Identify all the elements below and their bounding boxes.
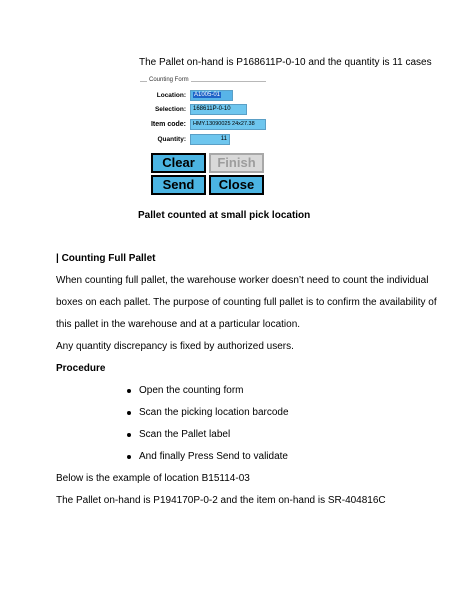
- procedure-step: Scan the picking location barcode: [139, 407, 289, 418]
- quantity-field[interactable]: 11: [190, 134, 230, 145]
- send-button[interactable]: Send: [151, 175, 206, 195]
- location-label: Location:: [156, 92, 186, 99]
- counting-form: [140, 74, 268, 197]
- item-code-label: Item code:: [150, 121, 186, 128]
- clear-button[interactable]: Clear: [151, 153, 206, 173]
- procedure-step: Scan the Pallet label: [139, 429, 231, 440]
- procedure-step: Open the counting form: [139, 385, 244, 396]
- figure-caption: Pallet counted at small pick location: [138, 210, 311, 221]
- example-line: Below is the example of location B15114-03: [56, 473, 250, 484]
- procedure-step: And finally Press Send to validate: [139, 451, 288, 462]
- paragraph-line: Any quantity discrepancy is fixed by authorized users.: [56, 341, 294, 352]
- paragraph-line: boxes on each pallet. The purpose of counting full pallet is to confirm the availability of: [56, 297, 437, 308]
- location-field[interactable]: [190, 90, 233, 101]
- bullet-icon: [127, 433, 131, 437]
- bullet-icon: [127, 455, 131, 459]
- paragraph-line: When counting full pallet, the warehouse worker doesn’t need to count the individual: [56, 275, 429, 286]
- finish-button[interactable]: Finish: [209, 153, 264, 173]
- item-code-field[interactable]: HMY.13090025 24x27.38: [190, 119, 266, 130]
- paragraph-line: this pallet in the warehouse and at a particular location.: [56, 319, 301, 330]
- location-value: A1005-01: [194, 92, 221, 98]
- quantity-label: Quantity:: [157, 136, 186, 143]
- bullet-icon: [127, 411, 131, 415]
- form-legend: Counting Form: [149, 77, 189, 83]
- bullet-icon: [127, 389, 131, 393]
- procedure-heading: Procedure: [56, 363, 106, 374]
- selection-field[interactable]: 168611P-0-10: [190, 104, 247, 115]
- intro-line: The Pallet on-hand is P168611P-0-10 and the quantity is 11 cases: [139, 57, 432, 68]
- close-button[interactable]: Close: [209, 175, 264, 195]
- section-heading: | Counting Full Pallet: [56, 253, 156, 264]
- selection-label: Selection:: [154, 106, 186, 113]
- final-line: The Pallet on-hand is P194170P-0-2 and the item on-hand is SR-404816C: [56, 495, 386, 506]
